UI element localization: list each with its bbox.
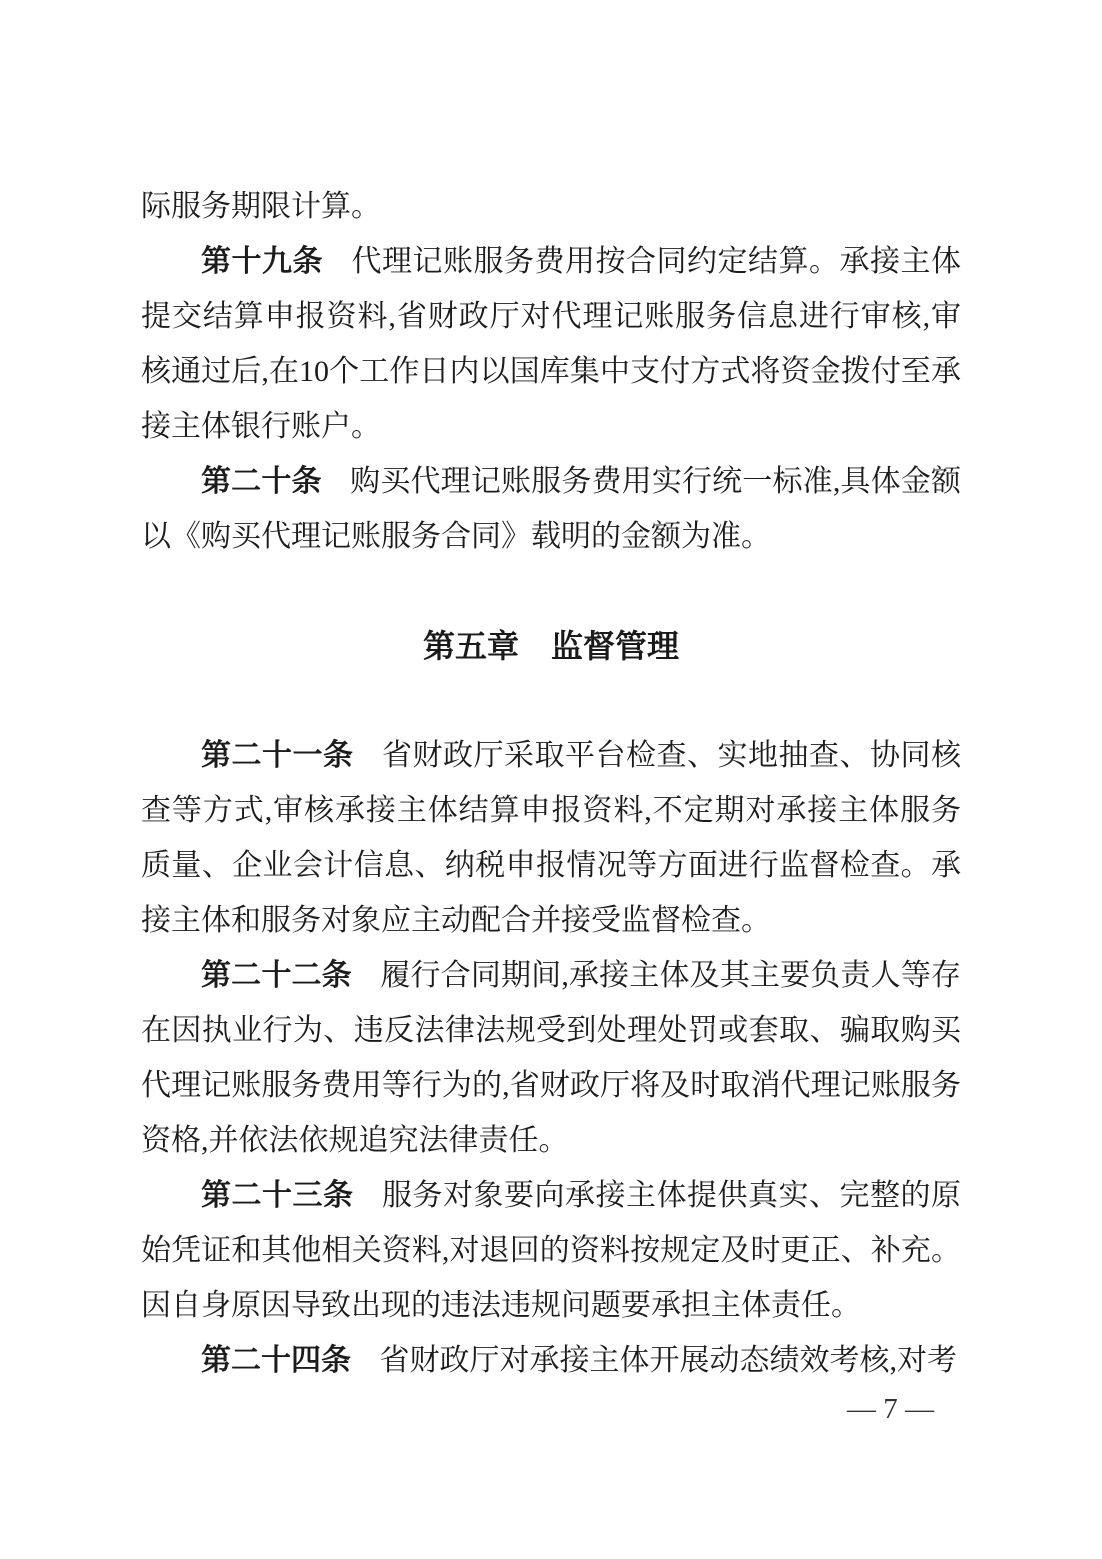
article-20-label: 第二十条 (201, 465, 322, 498)
page-footer (847, 1388, 934, 1430)
article-20-paragraph (141, 454, 961, 564)
page-number: — 7 — (847, 1393, 934, 1425)
chapter-heading (141, 618, 961, 674)
article-23-text: 服务对象要向承接主体提供真实、完整的原始凭证和其他相关资料,对退回的资料按规定及时更正、补充。因自身原因导致出现的违法违规问题要承担主体责任。 (141, 1179, 961, 1322)
article-22-label: 第二十二条 (201, 959, 352, 992)
article-19-text: 代理记账服务费用按合同约定结算。承接主体提交结算申报资料,省财政厅对代理记账服务信息进行审核,审核通过后,在10个工作日内以国库集中支付方式将资金拨付至承接主体银行账户。 (141, 245, 961, 443)
document-body (141, 179, 961, 1388)
article-24-text: 省财政厅对承接主体开展动态绩效考核,对考 (379, 1344, 957, 1377)
chapter-number: 第五章 (422, 628, 519, 664)
article-22-text: 履行合同期间,承接主体及其主要负责人等存在因执业行为、违反法律法规受到处理处罚或套取、骗取购买代理记账服务费用等行为的,省财政厅将及时取消代理记账服务资格,并依法依规追究法律责任。 (141, 959, 962, 1157)
article-21-text: 省财政厅采取平台检查、实地抽查、协同核查等方式,审核承接主体结算申报资料,不定期对承接主体服务质量、企业会计信息、纳税申报情况等方面进行监督检查。承接主体和服务对象应主动配合并接受监督检查。 (141, 739, 961, 937)
article-19-label: 第十九条 (201, 245, 323, 278)
article-22-paragraph (141, 948, 961, 1168)
article-23-label: 第二十三条 (201, 1179, 354, 1212)
article-20-text: 购买代理记账服务费用实行统一标准,具体金额以《购买代理记账服务合同》载明的金额为准。 (141, 465, 962, 553)
article-24-label: 第二十四条 (201, 1344, 351, 1377)
paragraph-continuation: 际服务期限计算。 (141, 190, 381, 223)
article-23-paragraph (141, 1168, 961, 1333)
chapter-title: 监督管理 (551, 628, 680, 664)
article-24-paragraph (141, 1333, 961, 1388)
article-21-paragraph (141, 728, 961, 948)
article-19-paragraph (141, 234, 961, 454)
article-21-label: 第二十一条 (201, 739, 354, 772)
